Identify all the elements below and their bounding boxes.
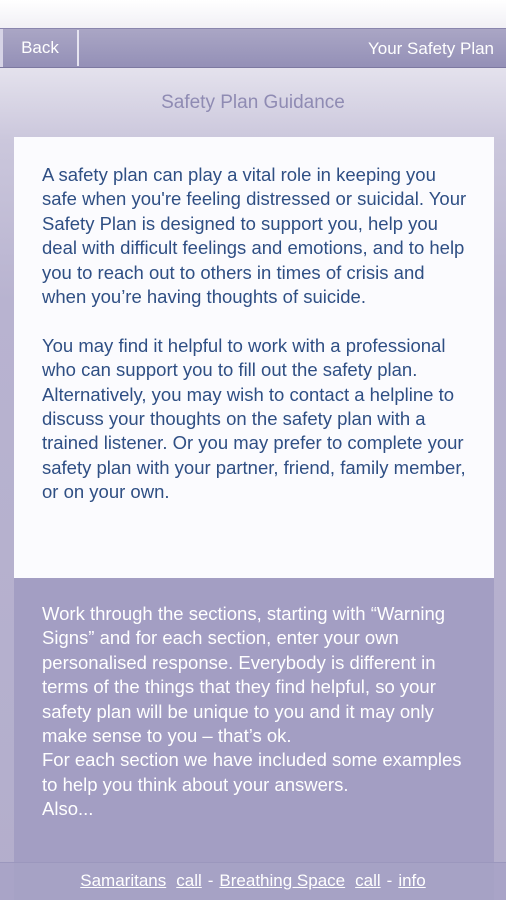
intro-paragraph-1: A safety plan can play a vital role in keeping you safe when you're feeling distressed or suicidal. Your Safety Plan is designed to support you, help you deal with difficult feelings and emotions, and to help you to reach out to others in times of crisis and when you’re having thoughts of suicide. — [42, 164, 467, 308]
samaritans-call-link[interactable]: call — [176, 871, 202, 890]
instructions-paragraph-3: Also... — [42, 798, 94, 820]
page-title: Safety Plan Guidance — [161, 92, 345, 113]
breathing-space-link[interactable]: Breathing Space — [219, 871, 346, 890]
intro-card — [14, 137, 494, 578]
info-link[interactable]: info — [398, 871, 426, 890]
samaritans-link[interactable]: Samaritans — [80, 871, 167, 890]
status-bar-area — [0, 0, 506, 28]
instructions-paragraph-1: Work through the sections, starting with “Warning Signs” and for each section, enter your own personalised response. Everybody is different in terms of the things that they find helpful, so your safety plan will be unique to you and it may only make sense to you – that’s ok. — [42, 603, 446, 747]
back-button[interactable]: Back — [3, 30, 79, 66]
instructions-card — [14, 578, 494, 900]
nav-title: Your Safety Plan — [367, 39, 494, 58]
helpline-footer-bar — [0, 862, 506, 900]
breathing-space-call-link[interactable]: call — [355, 871, 381, 890]
instructions-paragraph-2: For each section we have included some examples to help you think about your answers. — [42, 749, 462, 795]
footer-separator: - — [207, 871, 214, 890]
footer-separator: - — [386, 871, 393, 890]
navigation-bar — [0, 28, 506, 68]
intro-paragraph-2: You may find it helpful to work with a professional who can support you to fill out the safety plan. Alternatively, you may wish to contact a helpline to discuss your thoughts on the safety plan with a trained listener. Or you may prefer to complete your safety plan with your partner, friend, family member, or on your own. — [42, 334, 466, 503]
